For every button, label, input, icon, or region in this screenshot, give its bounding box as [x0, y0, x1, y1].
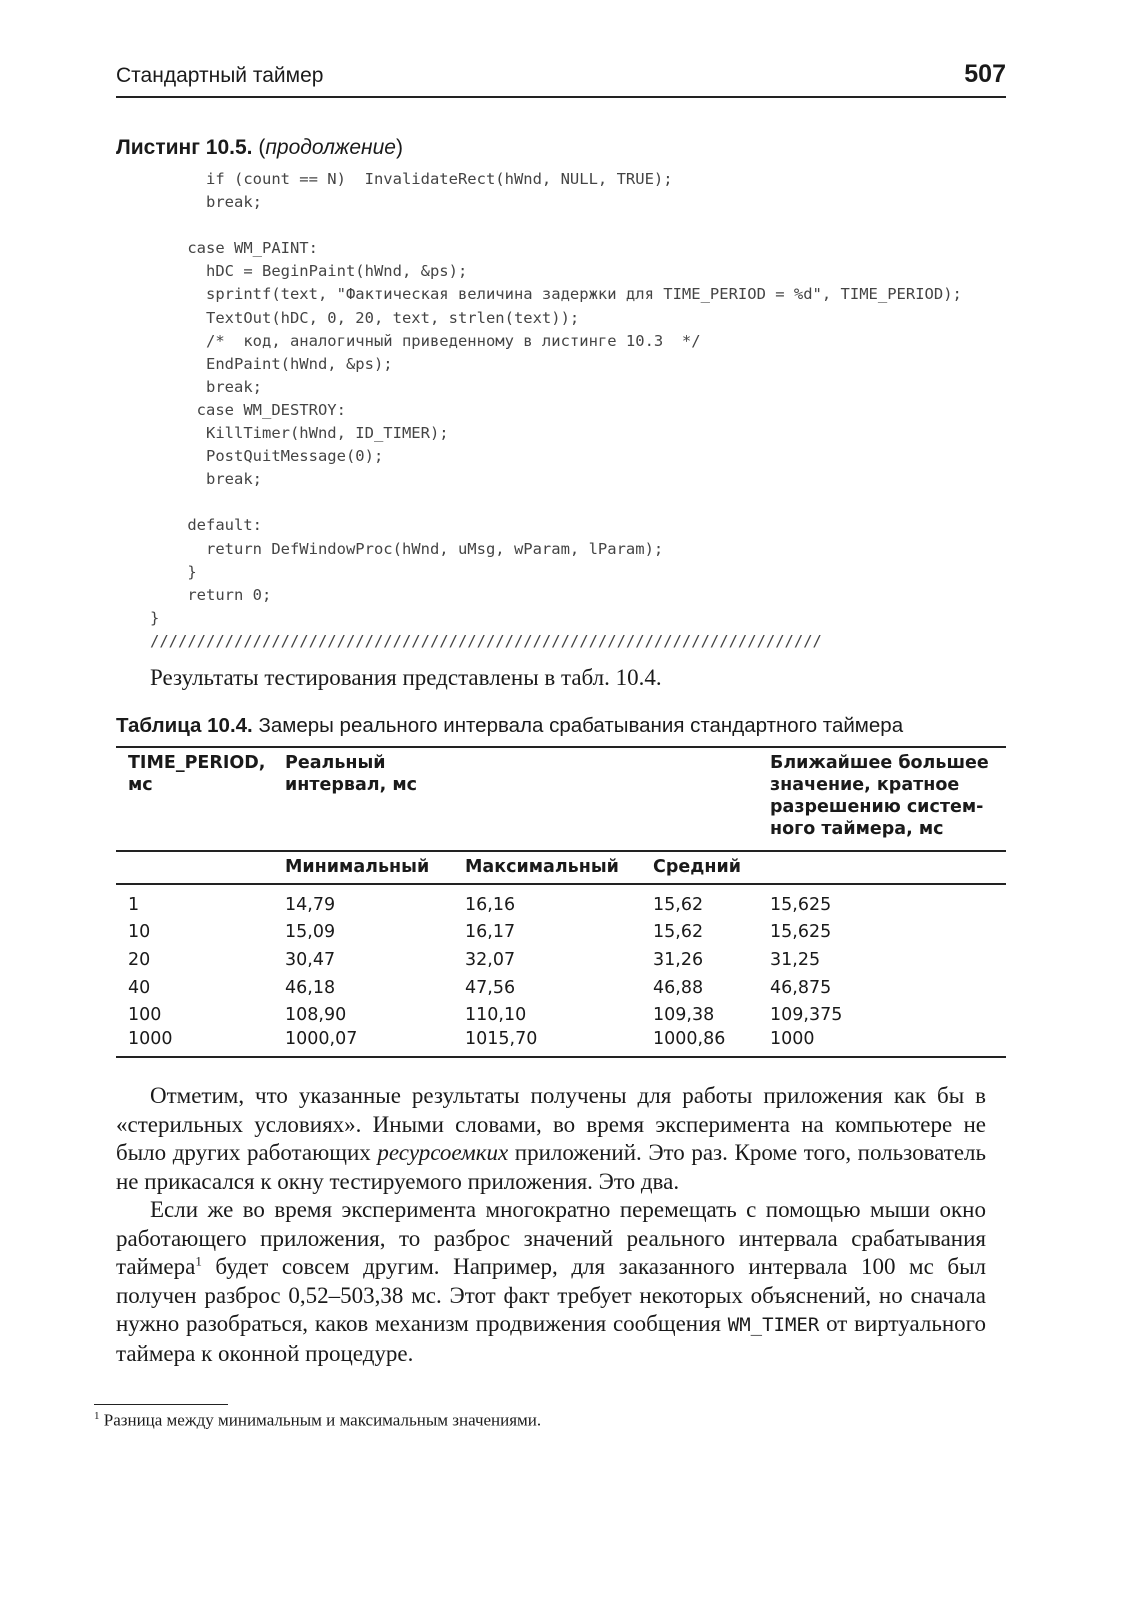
table-row: [116, 977, 1006, 1003]
results-sentence: Результаты тестирования представлены в табл. 10.4.: [150, 665, 662, 690]
header-max: Максимальный: [465, 857, 619, 877]
cell-max: 32,07: [465, 950, 516, 970]
listing-caption: Листинг 10.5. (продолжение): [116, 136, 403, 159]
listing-label: Листинг 10.5.: [116, 136, 253, 159]
emphasis-resource-intensive: ресурсоемких: [377, 1140, 509, 1165]
page-header: [116, 60, 1006, 98]
cell-nearest: 109,375: [770, 1005, 843, 1025]
cell-nearest: 15,625: [770, 922, 832, 942]
code-wm-timer: WM_TIMER: [727, 1314, 820, 1336]
cell-period: 20: [128, 950, 151, 970]
code-line: /* код, аналогичный приведенному в листинге 10.3 */: [150, 331, 701, 350]
footnote-rule: [94, 1404, 228, 1405]
cell-avg: 31,26: [653, 950, 704, 970]
cell-min: 30,47: [285, 950, 336, 970]
table-row: [116, 894, 1006, 920]
code-line: TextOut(hDC, 0, 20, text, strlen(text));: [150, 308, 580, 327]
cell-min: 15,09: [285, 922, 336, 942]
table-row: [116, 949, 1006, 975]
cell-period: 10: [128, 922, 151, 942]
code-line: }: [150, 608, 160, 627]
code-line: KillTimer(hWnd, ID_TIMER);: [150, 424, 449, 443]
code-line: case WM_PAINT:: [150, 239, 318, 258]
header-time-period: TIME_PERIOD, мс: [128, 753, 266, 795]
table-top-rule: [116, 746, 1006, 748]
code-line: ////////////////////////////////////////////////////////////////////////: [150, 631, 822, 650]
code-line: break;: [150, 470, 262, 489]
header-nearest-value: Ближайшее большее значение, кратное разрешению систем- ного таймера, мс: [770, 753, 989, 839]
cell-avg: 1000,86: [653, 1029, 726, 1049]
cell-max: 16,16: [465, 895, 516, 915]
code-line: PostQuitMessage(0);: [150, 447, 384, 466]
cell-max: 1015,70: [465, 1029, 538, 1049]
running-title: Стандартный таймер: [116, 64, 324, 87]
body-text: [116, 1082, 986, 1368]
table-subheader-rule: [116, 883, 1006, 885]
cell-period: 1: [128, 895, 140, 915]
paragraph-sterile-conditions: Отметим, что указанные результаты получены для работы приложения как бы в «стерильных условиях». Иными словами, во время эксперимента на компьютере не было других работающих ресурсоемких приложений. Это раз. Кроме того, пользователь не прикасался к окну тестируемого приложения. Это два.: [116, 1083, 986, 1194]
table-row: [116, 921, 1006, 947]
header-avg: Средний: [653, 857, 741, 877]
cell-period: 1000: [128, 1029, 173, 1049]
listing-note: продолжение: [265, 136, 396, 159]
cell-period: 40: [128, 978, 151, 998]
table-header-rule: [116, 850, 1006, 852]
cell-min: 108,90: [285, 1005, 347, 1025]
cell-nearest: 46,875: [770, 978, 832, 998]
footnote: [94, 1410, 541, 1431]
cell-avg: 46,88: [653, 978, 704, 998]
cell-max: 47,56: [465, 978, 516, 998]
cell-avg: 15,62: [653, 922, 704, 942]
cell-nearest: 1000: [770, 1029, 815, 1049]
cell-max: 16,17: [465, 922, 516, 942]
code-line: sprintf(text, "Фактическая величина задержки для TIME_PERIOD = %d", TIME_PERIOD);: [150, 285, 962, 304]
page-number: 507: [964, 60, 1006, 88]
paragraph-mouse-experiment: Если же во время эксперимента многократно перемещать с помощью мыши окно работающего приложения, то разброс значений реального интервала срабатывания таймера$^1$ будет совсем другим. Например, для заказанного интервала 100 мс был получен разброс 0,52–503,38 мс. Этот факт требует некоторых объяснений, но сначала нужно разобраться, каков механизм продвижения сообщения WM_TIMER от виртуального таймера к оконной процедуре.: [116, 1197, 986, 1366]
code-line: hDC = BeginPaint(hWnd, &ps);: [150, 262, 468, 281]
table-row: [116, 1028, 1006, 1054]
cell-avg: 15,62: [653, 895, 704, 915]
cell-min: 46,18: [285, 978, 336, 998]
code-line: EndPaint(hWnd, &ps);: [150, 354, 393, 373]
code-line: break;: [150, 377, 262, 396]
table-title: Замеры реального интервала срабатывания стандартного таймера: [258, 714, 904, 737]
header-real-interval: Реальный интервал, мс: [285, 753, 418, 795]
header-min: Минимальный: [285, 857, 430, 877]
footnote-text: Разница между минимальным и максимальным значениями.: [99, 1410, 542, 1430]
code-listing: [150, 168, 962, 653]
code-line: if (count == N) InvalidateRect(hWnd, NULL, TRUE);: [150, 170, 673, 188]
cell-avg: 109,38: [653, 1005, 715, 1025]
table-bottom-rule: [116, 1056, 1006, 1058]
table-caption: [116, 714, 903, 738]
code-line: break;: [150, 193, 262, 212]
code-line: case WM_DESTROY:: [150, 400, 346, 419]
code-line: return DefWindowProc(hWnd, uMsg, wParam, lParam);: [150, 539, 664, 558]
cell-min: 14,79: [285, 895, 336, 915]
cell-nearest: 15,625: [770, 895, 832, 915]
table-label: Таблица 10.4.: [116, 714, 253, 737]
footnote-mark: 1: [195, 1253, 202, 1269]
code-line: return 0;: [150, 585, 272, 604]
cell-nearest: 31,25: [770, 950, 821, 970]
cell-period: 100: [128, 1005, 162, 1025]
code-line: default:: [150, 516, 262, 535]
cell-max: 110,10: [465, 1005, 527, 1025]
footnote-number: 1: [94, 1410, 100, 1422]
code-line: }: [150, 562, 197, 581]
table-row: [116, 1004, 1006, 1030]
cell-min: 1000,07: [285, 1029, 358, 1049]
